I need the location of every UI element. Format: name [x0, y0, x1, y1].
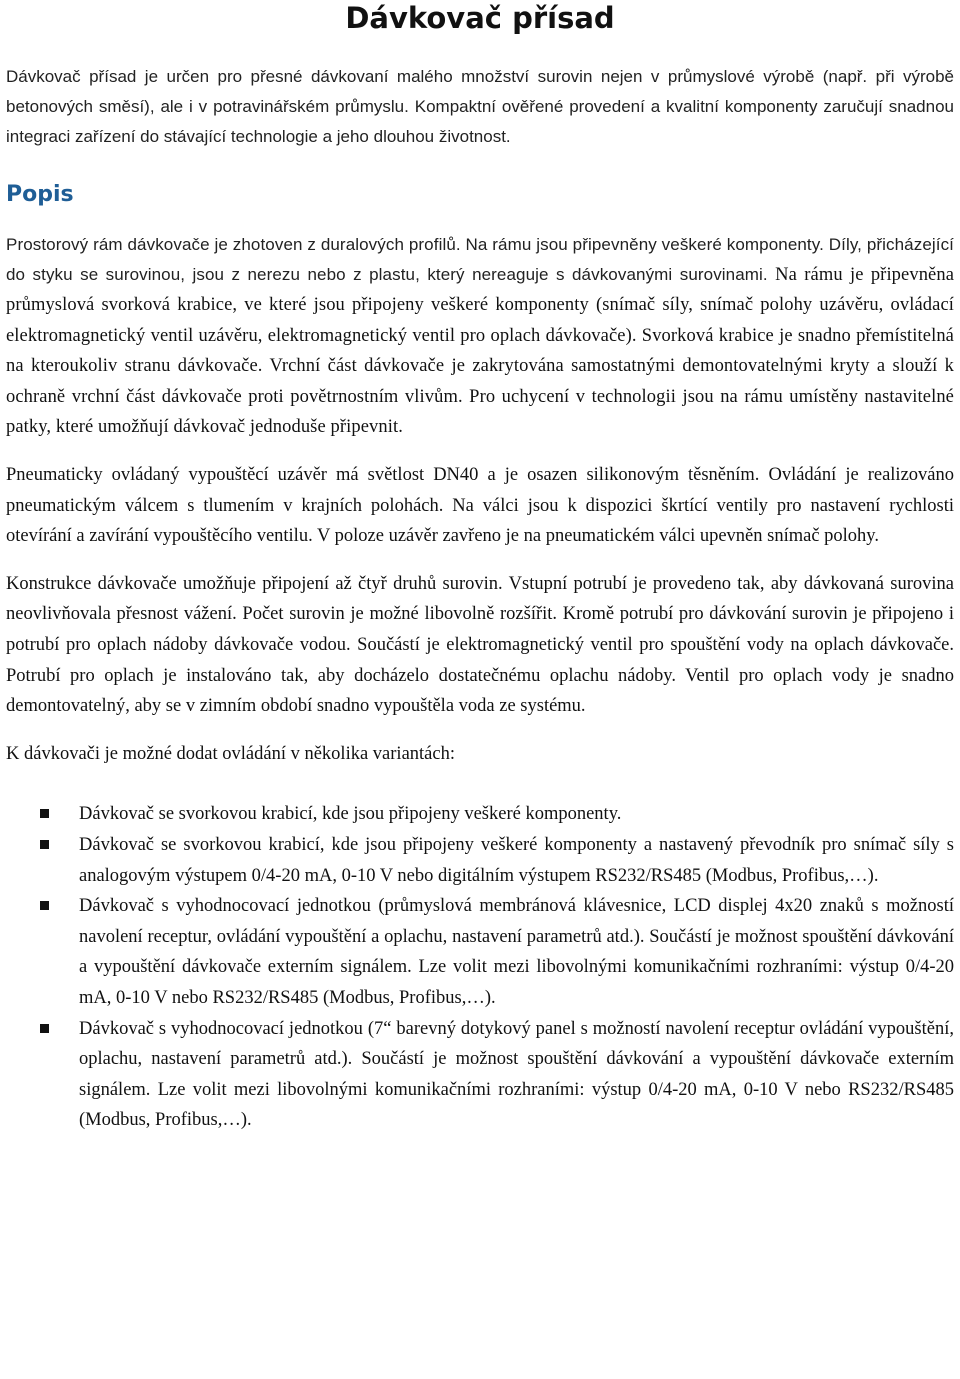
construction-paragraph: Konstrukce dávkovače umožňuje připojení až čtyř druhů surovin. Vstupní potrubí je provedeno tak, aby dávkovaná surovina neovlivňovala přesnost vážení. Počet surovin je možné libovolně rozšířit. Kromě potrubí pro dávkování surovin je připojeno i potrubí pro oplach nádoby dávkovače vodou. Součástí je elektromagnetický ventil pro spouštění vody na oplach dávkovače. Potrubí pro oplach je instalováno tak, aby docházelo dostatečnému oplachu nádoby. Ventil pro oplach vody je snadno demontovatelný, aby se v zimním období snadno vypouštěla voda ze systému.: [6, 573, 954, 717]
intro-paragraph: Dávkovač přísad je určen pro přesné dávkovaní malého množství surovin nejen v průmyslové výrobě (např. při výrobě betonových směsí), ale i v potravinářském průmyslu. Kompaktní ověřené provedení a kvalitní komponenty zaručují snadnou integraci zařízení do stávající technologie a jeho dlouhou životnost.: [6, 67, 954, 146]
closure-paragraph: Pneumaticky ovládaný vypouštěcí uzávěr má světlost DN40 a je osazen silikonovým těsněním. Ovládání je realizováno pneumatickým válcem s tlumením v krajních polohách. Na válci jsou k dispozici škrtící ventily pro nastavení rychlosti otevírání a zavírání vypouštěcího ventilu. V poloze uzávěr zavřeno je na pneumatickém válci upevněn snímač polohy.: [6, 465, 954, 547]
list-item: [6, 891, 954, 1013]
description-sans-text: Prostorový rám dávkovače je zhotoven z duralových profilů. Na rámu jsou připevněny veškeré komponenty. Díly, přicházející do styku se surovinou, jsou z nerezu nebo z plastu, který nereaguje s dávkovanými surovinami.: [6, 235, 954, 284]
list-item-text: Dávkovač se svorkovou krabicí, kde jsou připojeny veškeré komponenty.: [79, 804, 622, 825]
page-title: Dávkovač přísad: [345, 1, 615, 35]
square-bullet-icon: [40, 1024, 49, 1033]
square-bullet-icon: [40, 809, 49, 818]
list-item: [6, 1014, 954, 1136]
description-paragraph: [6, 230, 954, 443]
list-item: [6, 799, 954, 830]
square-bullet-icon: [40, 901, 49, 910]
variants-list: [6, 799, 954, 1136]
description-serif-text: Na rámu je připevněna průmyslová svorková krabice, ve které jsou připojeny veškeré komponenty (snímač síly, snímač polohy uzávěru, ovládací elektromagnetický ventil uzávěru, elektromagnetický ventil pro oplach dávkovače). Svorková krabice je snadno přemístitelná na kteroukoliv stranu dávkovače. Vrchní část dávkovače je zakrytována samostatnými demontovatelnými kryty a slouží k ochraně vrchní část dávkovače proti povětrnostním vlivům. Pro uchycení v technologii jsou na rámu umístěny nastavitelné patky, které umožňují dávkovač jednoduše připevnit.: [6, 264, 955, 438]
document-page: [6, 0, 954, 1136]
variants-intro: K dávkovači je možné dodat ovládání v několika variantách:: [6, 743, 455, 764]
list-item: [6, 830, 954, 891]
section-heading-popis: Popis: [6, 182, 74, 207]
square-bullet-icon: [40, 840, 49, 849]
list-item-text: Dávkovač s vyhodnocovací jednotkou (7“ barevný dotykový panel s možností navolení receptur ovládání vypouštění, oplachu, nastavení parametrů atd.). Součástí je možnost spouštění dávkování a vypouštění dávkovače externím signálem. Lze volit mezi libovolnými komunikačními rozhraními: výstup 0/4-20 mA, 0-10 V nebo RS232/RS485 (Modbus, Profibus,…).: [79, 1018, 954, 1131]
list-item-text: Dávkovač se svorkovou krabicí, kde jsou připojeny veškeré komponenty a nastavený převodník pro snímač síly s analogovým výstupem 0/4-20 mA, 0-10 V nebo digitálním výstupem RS232/RS485 (Modbus, Profibus,…).: [79, 835, 954, 886]
list-item-text: Dávkovač s vyhodnocovací jednotkou (průmyslová membránová klávesnice, LCD displej 4x20 znaků s možností navolení receptur, ovládání vypouštění a oplachu, nastavení parametrů atd.). Součástí je možnost spouštění dávkování a vypouštění dávkovače externím signálem. Lze volit mezi libovolnými komunikačními rozhraními: výstup 0/4-20 mA, 0-10 V nebo RS232/RS485 (Modbus, Profibus,…).: [79, 896, 954, 1008]
